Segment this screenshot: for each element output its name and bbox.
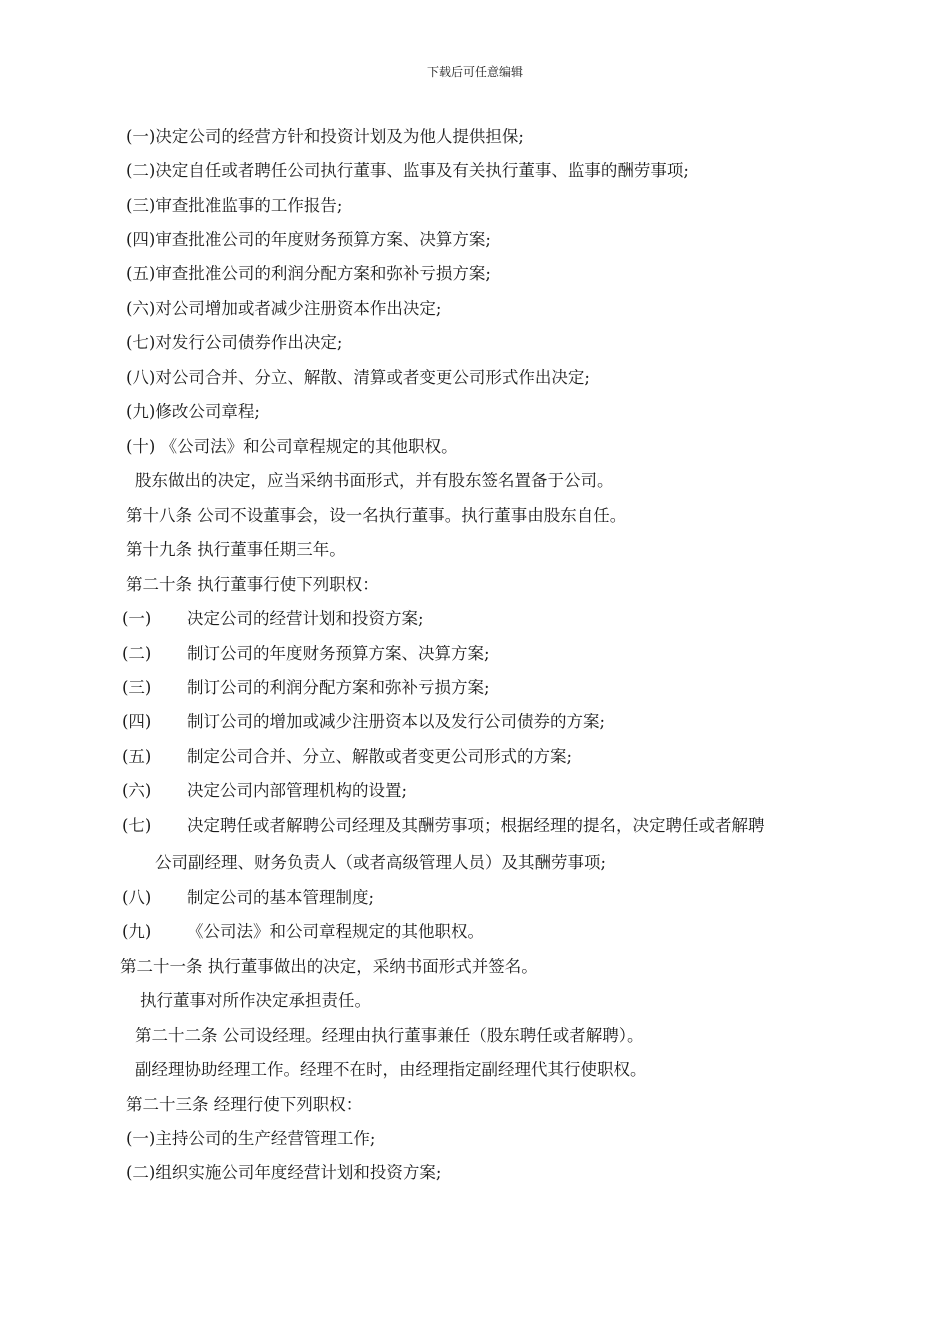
- director-duty-8: 制定公司的基本管理制度;: [187, 888, 375, 907]
- paragraph-item-5: (五)审查批准公司的利润分配方案和弥补亏损方案;: [126, 264, 491, 283]
- director-duty-2: 制订公司的年度财务预算方案、决算方案;: [187, 644, 490, 663]
- director-duty-1: 决定公司的经营计划和投资方案;: [187, 609, 424, 628]
- director-duty-marker-1: (一): [122, 609, 152, 628]
- director-duty-7: 决定聘任或者解聘公司经理及其酬劳事项；根据经理的提名，决定聘任或者解聘: [187, 816, 765, 835]
- director-duty-marker-3: (三): [122, 678, 152, 697]
- article-22-continued: 副经理协助经理工作。经理不在时，由经理指定副经理代其行使职权。: [135, 1060, 647, 1079]
- paragraph-item-6: (六)对公司增加或者减少注册资本作出决定;: [126, 299, 442, 318]
- director-duty-9: 《公司法》和公司章程规定的其他职权。: [187, 922, 484, 941]
- paragraph-item-9: (九)修改公司章程;: [126, 402, 260, 421]
- director-duty-marker-8: (八): [122, 888, 152, 907]
- director-duty-6: 决定公司内部管理机构的设置;: [187, 781, 408, 800]
- director-duty-marker-2: (二): [122, 644, 152, 663]
- paragraph-item-7: (七)对发行公司债券作出决定;: [126, 333, 343, 352]
- article-22: 第二十二条 公司设经理。经理由执行董事兼任（股东聘任或者解聘）。: [135, 1026, 644, 1045]
- director-duty-4: 制订公司的增加或减少注册资本以及发行公司债券的方案;: [187, 712, 606, 731]
- paragraph-item-8: (八)对公司合并、分立、解散、清算或者变更公司形式作出决定;: [126, 368, 590, 387]
- article-20: 第二十条 执行董事行使下列职权：: [126, 575, 379, 594]
- paragraph-item-1: (一)决定公司的经营方针和投资计划及为他人提供担保;: [126, 127, 524, 146]
- article-21: 第二十一条 执行董事做出的决定，采纳书面形式并签名。: [120, 957, 538, 976]
- paragraph-item-2: (二)决定自任或者聘任公司执行董事、监事及有关执行董事、监事的酬劳事项;: [126, 161, 689, 180]
- article-18: 第十八条 公司不设董事会，设一名执行董事。执行董事由股东自任。: [126, 506, 627, 525]
- paragraph-item-10: (十) 《公司法》和公司章程规定的其他职权。: [126, 437, 458, 456]
- page-header: 下载后可任意编辑: [426, 65, 523, 79]
- director-duty-3: 制订公司的利润分配方案和弥补亏损方案;: [187, 678, 490, 697]
- director-duty-5: 制定公司合并、分立、解散或者变更公司形式的方案;: [187, 747, 573, 766]
- director-duty-marker-5: (五): [122, 747, 152, 766]
- director-duty-7-continued: 公司副经理、财务负责人（或者高级管理人员）及其酬劳事项;: [155, 853, 607, 872]
- paragraph-item-3: (三)审查批准监事的工作报告;: [126, 196, 343, 215]
- manager-duty-1: (一)主持公司的生产经营管理工作;: [126, 1129, 376, 1148]
- director-duty-marker-6: (六): [122, 781, 152, 800]
- director-duty-marker-9: (九): [122, 922, 152, 941]
- article-19: 第十九条 执行董事任期三年。: [126, 540, 346, 559]
- article-23: 第二十三条 经理行使下列职权：: [126, 1095, 363, 1114]
- shareholder-decision-note: 股东做出的决定，应当采纳书面形式，并有股东签名置备于公司。: [135, 471, 614, 490]
- article-21-continued: 执行董事对所作决定承担责任。: [140, 991, 371, 1010]
- manager-duty-2: (二)组织实施公司年度经营计划和投资方案;: [126, 1163, 442, 1182]
- director-duty-marker-4: (四): [122, 712, 152, 731]
- director-duty-marker-7: (七): [122, 816, 152, 835]
- paragraph-item-4: (四)审查批准公司的年度财务预算方案、决算方案;: [126, 230, 491, 249]
